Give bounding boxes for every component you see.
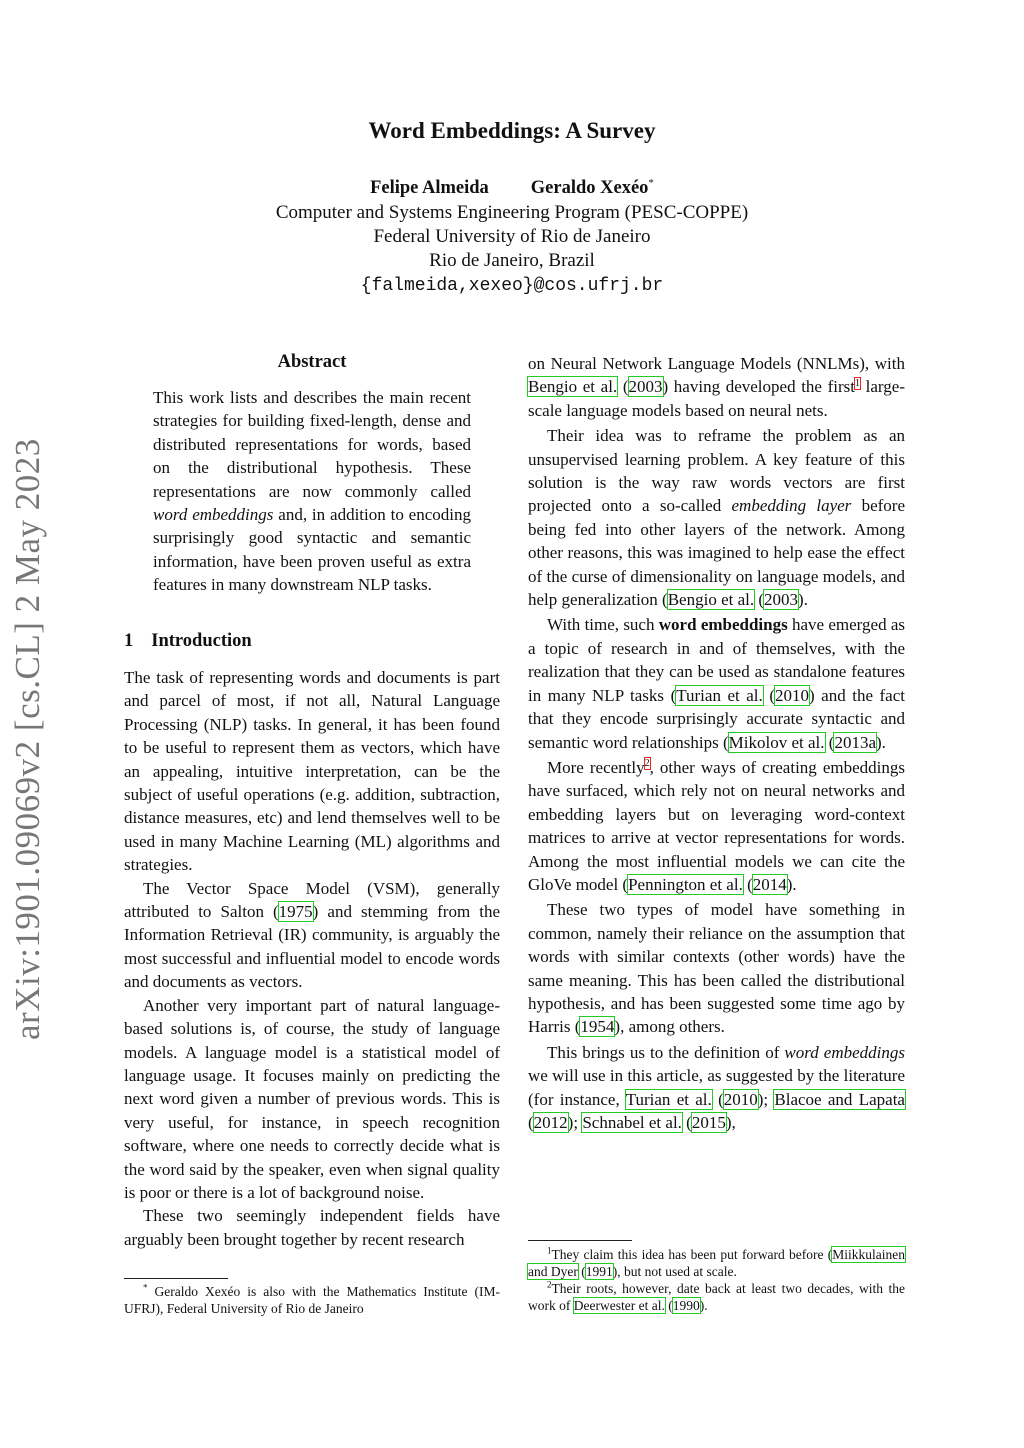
citation-link[interactable]: Deerwester et al. bbox=[573, 1298, 665, 1313]
paragraph: The task of representing words and documents is part and parcel of most, if not all, Natural Language Processing (NLP) tasks. In general, it has been found to be useful to represent them as vectors, which have an appealing, intuitive interpretation, can be the subject of useful operations (e.g. addition, subtraction, distance measures, etc) and lend themselves well to be used in many Machine Learning (ML) algorithms and strategies. bbox=[124, 668, 500, 875]
citation-link[interactable]: 2003 bbox=[628, 377, 663, 397]
section-heading-introduction: 1 Introduction bbox=[124, 631, 252, 651]
citation-link[interactable]: 2010 bbox=[723, 1089, 758, 1109]
author-1: Felipe Almeida bbox=[370, 178, 489, 199]
paragraph: More recently$^2$, other ways of creating embeddings have surfaced, which rely not on neural networks and embedding layers but on leveraging word-context matrices to arrive at vector representations for words. Among the most influential models we can cite the GloVe model (Pennington et al. (2014). bbox=[528, 757, 905, 894]
paragraph: These two types of model have something in common, namely their reliance on the assumption that words with similar contexts (other words) have the same meaning. This has been called the distributional hypothesis, and has been suggested some time ago by Harris (1954), among others. bbox=[528, 900, 905, 1037]
paragraph: on Neural Network Language Models (NNLMs), with Bengio et al. (2003) having developed the first$^1$ large-scale language models based on neural nets. bbox=[528, 354, 905, 420]
paragraph: Another very important part of natural language-based solutions is, of course, the study of language models. A language model is a statistical model of language usage. It focuses mainly on predicting the next word given a number of previous words. This is very useful, for instance, in speech recognition software, where one needs to correctly decide what is the word said by the speaker, even when signal quality is poor or there is a lot of background noise. bbox=[124, 995, 500, 1202]
footnote-author: * Geraldo Xexéo is also with the Mathematics Institute (IM-UFRJ), Federal University of Rio de Janeiro bbox=[124, 1282, 500, 1316]
abstract-heading: Abstract bbox=[277, 352, 347, 372]
affiliation-program: Computer and Systems Engineering Program (PESC-COPPE) bbox=[275, 202, 749, 223]
citation-link[interactable]: 2003 bbox=[764, 590, 799, 610]
footnote-1: $^1$They claim this idea has been put forward before (Miikkulainen and Dyer (1991), but not used at scale. bbox=[528, 1245, 905, 1279]
citation-link[interactable]: Bengio et al. bbox=[528, 377, 618, 397]
citation-link[interactable]: 1975 bbox=[278, 902, 313, 922]
citation-link[interactable]: Pennington et al. bbox=[628, 874, 743, 894]
citation-link[interactable]: Mikolov et al. bbox=[728, 732, 825, 752]
arxiv-identifier: arXiv:1901.09069v2 [cs.CL] 2 May 2023 bbox=[8, 438, 47, 1040]
citation-link[interactable]: Miikkulainen and Dyer bbox=[528, 1247, 905, 1279]
paragraph: With time, such word embeddings have emerged as a topic of research in and of themselves, with the realization that they can be used as standalone features in many NLP tasks (Turian et al. (2010) and the fact that they encode surprisingly accurate syntactic and semantic word relationships (Mikolov et al. (2013a). bbox=[528, 615, 906, 752]
abstract-text: This work lists and describes the main recent strategies for building fixed-length, dense and distributed representations for words, based on the distributional hypothesis. These representations are now commonly called word embeddings and, in addition to encoding surprisingly good syntactic and semantic information, have been proven useful as extra features in many downstream NLP tasks. bbox=[153, 388, 471, 595]
author-list bbox=[0, 177, 1024, 199]
citation-link[interactable]: 2015 bbox=[691, 1113, 726, 1132]
footnote-ref[interactable]: 1 bbox=[855, 377, 861, 389]
footnotes-right bbox=[528, 1246, 905, 1314]
citation-link[interactable]: Turian et al. bbox=[625, 1089, 712, 1109]
paragraph: These two seemingly independent fields have arguably been brought together by recent research bbox=[124, 1206, 500, 1249]
affiliation-university: Federal University of Rio de Janeiro bbox=[373, 226, 651, 247]
citation-link[interactable]: 2013a bbox=[834, 732, 876, 752]
citation-link[interactable]: 1991 bbox=[585, 1264, 613, 1279]
footnote-2: $^2$Their roots, however, date back at least two decades, with the work of Deerwester et al. (1990). bbox=[528, 1279, 905, 1313]
author-2: Geraldo Xexéo* bbox=[530, 177, 654, 199]
citation-link[interactable]: 2012 bbox=[533, 1113, 568, 1132]
citation-link[interactable]: 2014 bbox=[752, 874, 787, 894]
paper-title: Word Embeddings: A Survey bbox=[368, 118, 656, 143]
right-column-body bbox=[528, 352, 905, 1134]
affiliation-location: Rio de Janeiro, Brazil bbox=[429, 250, 595, 271]
footnote-ref[interactable]: 2 bbox=[644, 758, 650, 770]
citation-link[interactable]: 1990 bbox=[672, 1298, 700, 1313]
author-email: {falmeida,xexeo}@cos.ufrj.br bbox=[360, 276, 664, 296]
footnote-rule bbox=[124, 1278, 228, 1279]
citation-link[interactable]: 1954 bbox=[580, 1017, 615, 1037]
left-column-body bbox=[124, 666, 500, 1251]
footnote-rule bbox=[528, 1240, 632, 1241]
paragraph: This brings us to the definition of word embeddings we will use in this article, as suggested by the literature (for instance, Turian et al. (2010); Blacoe and Lapata (2012); Schnabel et al. (2015), bbox=[528, 1042, 905, 1132]
citation-link[interactable]: 2010 bbox=[774, 685, 809, 705]
citation-link[interactable]: Schnabel et al. bbox=[582, 1113, 682, 1132]
citation-link[interactable]: Bengio et al. bbox=[667, 590, 755, 610]
citation-link[interactable]: Turian et al. bbox=[676, 685, 763, 705]
paragraph: The Vector Space Model (VSM), generally attributed to Salton (1975) and stemming from the Information Retrieval (IR) community, is arguably the most successful and influential model to encode words and documents as vectors. bbox=[124, 878, 500, 992]
paragraph: Their idea was to reframe the problem as an unsupervised learning problem. A key feature of this solution is the way raw words vectors are first projected onto a so-called embedding layer before being fed into other layers of the network. Among other reasons, this was imagined to help ease the effect of the curse of dimensionality on language models, and help generalization (Bengio et al. (2003). bbox=[528, 426, 906, 610]
citation-link[interactable]: Blacoe and Lapata bbox=[774, 1089, 905, 1109]
